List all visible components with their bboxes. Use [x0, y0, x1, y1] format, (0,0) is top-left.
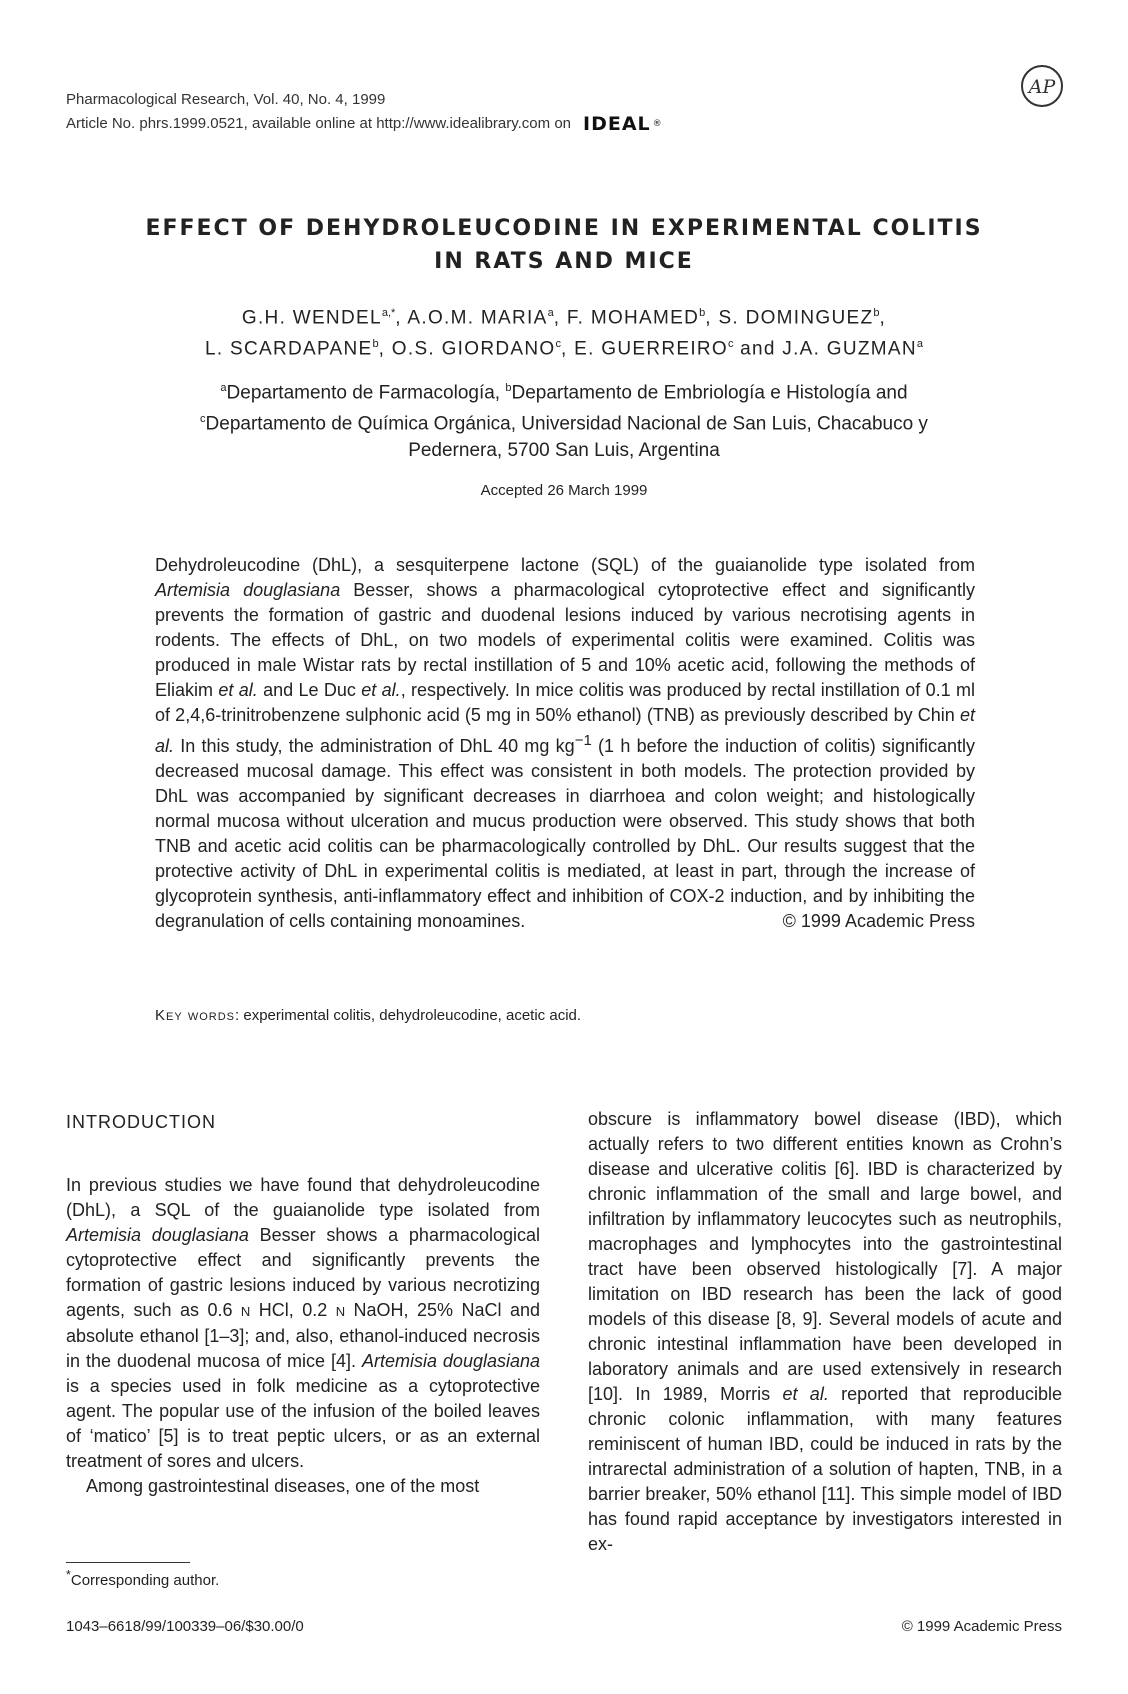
keywords-label: Key words — [155, 1007, 236, 1024]
affiliation-line-2 — [100, 406, 1028, 437]
abstract-text: and Le Duc — [257, 680, 362, 700]
author-affil-mark: b — [699, 307, 706, 319]
paragraph — [588, 1107, 1062, 1557]
article-title — [100, 212, 1028, 278]
species-name: Artemisia douglasiana — [361, 1351, 541, 1371]
ideal-logo-text: IDEAL — [583, 113, 651, 135]
author-separator: , — [395, 307, 408, 329]
title-line-1: EFFECT OF DEHYDROLEUCODINE IN EXPERIMENTAL COLITIS — [145, 216, 983, 241]
species-name: Artemisia douglasiana — [155, 580, 341, 600]
author-separator: , — [705, 307, 719, 329]
footer-issn: 1043–6618/99/100339–06/$30.00/0 — [66, 1618, 304, 1635]
footer-copyright: © 1999 Academic Press — [901, 1618, 1062, 1635]
body-text: NaOH, 25% NaCl and absolute ethanol [1–3]; and, also, ethanol-induced necrosis in the duodenal mucosa of mice [4]. — [66, 1300, 540, 1371]
keywords-text: : experimental colitis, dehydroleucodine, acetic acid. — [235, 1007, 582, 1024]
left-column — [66, 1173, 540, 1499]
author-affil-mark: b — [372, 338, 379, 351]
section-heading-introduction: INTRODUCTION — [66, 1112, 216, 1132]
ideal-logo — [583, 112, 663, 136]
author-separator: , — [879, 307, 887, 329]
et-al: et al. — [782, 1384, 829, 1404]
abstract-text: , respectively. In mice colitis was produced by rectal instillation of 0.1 ml of 2,4,6-trinitrobenzene sulphonic acid (5 mg in 50% ethanol) (TNB) as previously described by Chin — [155, 680, 975, 725]
author-name: J.A. GUZMAN — [782, 338, 917, 360]
abstract-text: In this study, the administration of DhL 40 mg kg — [174, 736, 575, 756]
footnote-text: Corresponding author. — [70, 1572, 220, 1589]
affiliation-text: Departamento de Farmacología, — [226, 382, 506, 404]
author-separator: , — [553, 307, 567, 329]
journal-citation: Pharmacological Research, Vol. 40, No. 4, 1999 — [66, 91, 386, 108]
journal-info — [66, 88, 663, 136]
publisher-logo-text: AP — [1028, 76, 1056, 98]
affil-mark: b — [505, 382, 512, 394]
et-al: et al. — [155, 705, 975, 756]
author-line-1 — [100, 300, 1028, 331]
body-text: HCl, 0.2 — [250, 1300, 336, 1320]
author-affil-mark: a,* — [381, 307, 396, 319]
ideal-logo-mark: ® — [652, 119, 663, 129]
affiliations — [100, 375, 1028, 464]
body-text: reported that reproducible chronic colonic inflammation, with many features reminiscent of human IBD, could be induced in rats by the intrarectal administration of a solution of hapten, TNB, in a barrier breaker, 50% ethanol [11]. This simple model of IBD has found rapid acceptance by investigators interested in ex- — [588, 1384, 1062, 1554]
accepted-date: Accepted 26 March 1999 — [480, 482, 648, 499]
author-separator: , — [560, 338, 575, 360]
affiliation-text: Departamento de Química Orgánica, Universidad Nacional de San Luis, Chacabuco y — [205, 413, 928, 435]
footnote-rule — [66, 1562, 190, 1563]
author-name: A.O.M. MARIA — [407, 307, 548, 329]
et-al: et al. — [361, 680, 401, 700]
paragraph — [66, 1173, 540, 1474]
affiliation-line-3: Pedernera, 5700 San Luis, Argentina — [408, 439, 720, 461]
abstract-text: Dehydroleucodine (DhL), a sesquiterpene lactone (SQL) of the guaianolide type isolated from — [155, 555, 975, 575]
author-separator: and — [733, 338, 783, 360]
right-column — [588, 1107, 1062, 1557]
body-text: obscure is inflammatory bowel disease (IBD), which actually refers to two different entities known as Crohn’s disease and ulcerative colitis [6]. IBD is characterized by chronic inflammation of the small and large bowel, and infiltration by inflammatory leucocytes such as neutrophils, macrophages and lymphocytes into the gastrointestinal tract have been observed histologically [7]. A major limitation on IBD research has been the lack of good models of this disease [8, 9]. Several models of acute and chronic intestinal inflammation have been developed in laboratory animals and are used extensively in research [10]. In 1989, Morris — [588, 1109, 1062, 1404]
abstract — [155, 553, 975, 934]
author-affil-mark: c — [728, 338, 734, 351]
body-text: In previous studies we have found that dehydroleucodine (DhL), a SQL of the guaianolide type isolated from — [66, 1175, 540, 1220]
affil-mark: c — [200, 413, 206, 426]
author-affil-mark: c — [555, 338, 561, 351]
affil-mark: a — [220, 382, 227, 394]
affiliation-text: Departamento de Embriología e Histología and — [511, 382, 908, 404]
author-name: O.S. GIORDANO — [391, 338, 556, 360]
species-name: Artemisia douglasiana — [66, 1225, 249, 1245]
author-list — [100, 300, 1028, 363]
author-separator: , — [378, 338, 392, 360]
title-line-2: IN RATS AND MICE — [434, 249, 694, 274]
author-name: G.H. WENDEL — [241, 307, 382, 329]
keywords — [155, 1007, 581, 1024]
author-affil-mark: b — [873, 307, 880, 319]
author-affil-mark: a — [547, 307, 554, 319]
normality-unit: N — [240, 1304, 251, 1319]
affiliation-line-1 — [100, 375, 1028, 406]
body-text: Besser shows a pharmacological cytoprotective effect and significantly prevents the formation of gastric lesions induced by various necrotizing agents, such as 0.6 — [66, 1225, 540, 1320]
publisher-logo — [1020, 64, 1064, 108]
abstract-text: (1 h before the induction of colitis) significantly decreased mucosal damage. This effect was consistent in both models. The protection provided by DhL was accompanied by significant decreases in diarrhoea and colon weight; and histologically normal mucosa without ulceration and mucus production were observed. This study shows that both TNB and acetic acid colitis can be pharmacologically controlled by DhL. Our results suggest that the protective activity of DhL in experimental colitis is mediated, at least in part, through the increase of glycoprotein synthesis, anti-inflammatory effect and inhibition of COX-2 induction, and by inhibiting the degranulation of cells containing monoamines. — [155, 736, 975, 931]
abstract-copyright: © 1999 Academic Press — [782, 911, 975, 931]
paragraph: Among gastrointestinal diseases, one of the most — [86, 1476, 480, 1496]
et-al: et al. — [218, 680, 258, 700]
availability-text: Article No. phrs.1999.0521, available online at http://www.idealibrary.com on — [66, 115, 571, 132]
footnote — [66, 1568, 219, 1589]
author-name: F. MOHAMED — [566, 307, 700, 329]
normality-unit: N — [335, 1304, 346, 1319]
abstract-text: Besser, shows a pharmacological cytoprotective effect and significantly prevents the formation of gastric and duodenal lesions induced by various necrotising agents in rodents. The effects of DhL, on two models of experimental colitis were examined. Colitis was produced in male Wistar rats by rectal instillation of 5 and 10% acetic acid, following the methods of Eliakim — [155, 580, 975, 700]
author-name: L. SCARDAPANE — [204, 338, 373, 360]
author-line-2 — [100, 331, 1028, 362]
article-availability — [66, 112, 663, 136]
unit-exponent: −1 — [574, 732, 592, 749]
footnote-mark: * — [66, 1568, 71, 1582]
author-affil-mark: a — [916, 338, 924, 351]
author-name: S. DOMINGUEZ — [718, 307, 874, 329]
author-name: E. GUERREIRO — [574, 338, 729, 360]
body-text: is a species used in folk medicine as a cytoprotective agent. The popular use of the infusion of the boiled leaves of ‘matico’ [5] is to treat peptic ulcers, or as an external treatment of sores and ulcers. — [66, 1376, 540, 1471]
